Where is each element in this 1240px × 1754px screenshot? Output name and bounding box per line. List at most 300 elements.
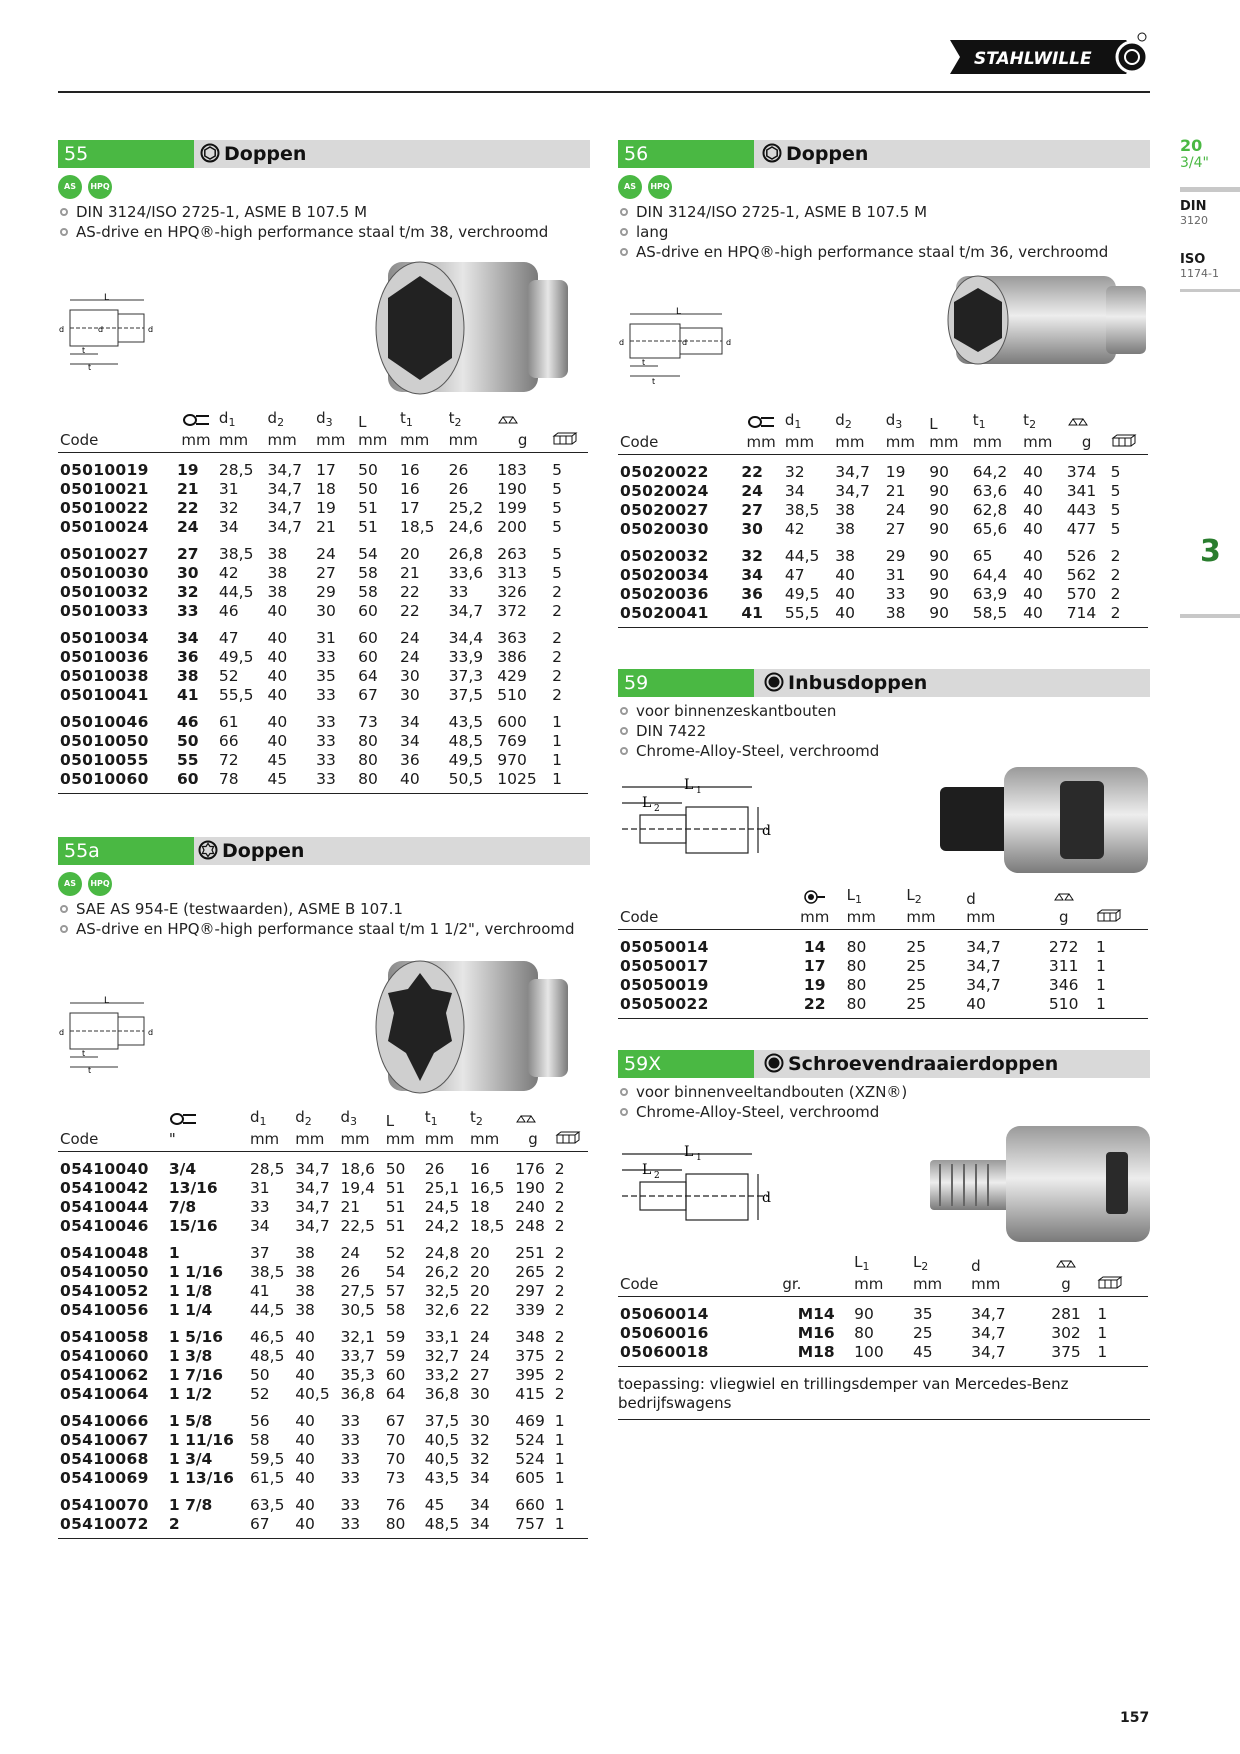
value-cell: 52 (385, 1244, 406, 1262)
unit-mm: mm (739, 433, 783, 455)
size-cell: 36 (741, 585, 763, 603)
value-cell: 30 (469, 1385, 490, 1403)
value-cell: 33 (340, 1496, 361, 1514)
value-cell: 33 (340, 1431, 361, 1449)
value-cell: 33 (316, 770, 336, 788)
value-cell: 2 (554, 1301, 565, 1319)
value-cell: 43,5 (424, 1469, 460, 1487)
value-cell: 36 (400, 751, 420, 769)
value-cell: 25 (906, 995, 927, 1013)
value-cell: 65,6 (972, 520, 1008, 538)
value-cell: 40 (1023, 547, 1043, 565)
value-cell: 30 (316, 602, 336, 620)
value-cell: 67 (385, 1412, 406, 1430)
value-cell: 26 (448, 480, 469, 498)
table-row (618, 604, 1148, 628)
product-code: 05410050 (60, 1263, 149, 1281)
section-title-text: Doppen (224, 143, 307, 165)
package-qty-icon (1097, 1275, 1123, 1289)
value-cell: 2 (554, 1385, 565, 1403)
product-code: 05010060 (60, 770, 149, 788)
table-row (58, 602, 588, 621)
unit-mm: mm (266, 431, 315, 453)
value-cell: 40 (295, 1366, 315, 1384)
value-cell: 524 (515, 1431, 545, 1449)
value-cell: 5 (552, 461, 562, 479)
unit-mm: mm (964, 908, 1033, 930)
value-cell: 5 (1110, 463, 1121, 481)
value-cell: 757 (515, 1515, 545, 1533)
table-row (618, 520, 1148, 539)
figure-row (58, 242, 590, 410)
table-row (58, 1282, 588, 1301)
value-cell: 49,5 (448, 751, 484, 769)
value-cell: 40 (295, 1347, 315, 1365)
value-cell: 38 (835, 520, 856, 538)
size-cell: 32 (741, 547, 763, 565)
table-row (58, 499, 588, 518)
value-cell: 2 (1110, 604, 1121, 622)
table-row (618, 585, 1148, 604)
table-row (58, 480, 588, 499)
value-cell: 51 (358, 518, 378, 536)
value-cell: 27 (316, 564, 336, 582)
value-cell: 18 (316, 480, 336, 498)
bit-dimension-drawing (618, 773, 778, 873)
value-cell: 2 (554, 1244, 565, 1262)
value-cell: 34 (400, 732, 420, 750)
value-cell: 26 (424, 1160, 445, 1178)
value-cell: 64,2 (972, 463, 1008, 481)
unit-mm: mm (845, 908, 905, 930)
value-cell: 443 (1066, 501, 1097, 519)
value-cell: 34,7 (966, 976, 1001, 994)
dim-label-l2: L (642, 795, 652, 811)
size-cell: 55 (176, 751, 199, 769)
value-cell: 37 (249, 1244, 270, 1262)
value-cell: 2 (554, 1347, 565, 1365)
value-cell: 2 (1110, 547, 1121, 565)
section-header (618, 140, 1150, 168)
package-qty-icon (1096, 908, 1122, 922)
value-cell: 90 (854, 1305, 874, 1323)
size-cell: M14 (797, 1305, 835, 1323)
value-cell: 16 (400, 461, 420, 479)
table-row (58, 537, 588, 564)
dim-label-d2: d (148, 325, 154, 334)
col-l2: L (906, 886, 915, 904)
value-cell: 24 (316, 545, 336, 563)
unit-mm: mm (911, 1275, 969, 1297)
unit-mm: mm (338, 1130, 383, 1152)
product-code: 05020024 (620, 482, 709, 500)
value-cell: 570 (1066, 585, 1097, 603)
value-cell: 20 (400, 545, 420, 563)
value-cell: 33,7 (340, 1347, 375, 1365)
value-cell: 35,3 (340, 1366, 375, 1384)
section-title-text: Doppen (222, 840, 305, 862)
dim-label-l: L (104, 996, 110, 1006)
section-56 (618, 140, 1150, 630)
product-code: 05410066 (60, 1412, 149, 1430)
value-cell: 36,8 (340, 1385, 375, 1403)
value-cell: 2 (552, 583, 562, 601)
table-row (58, 1488, 588, 1515)
unit-mm: mm (447, 431, 496, 453)
size-cell: 22 (803, 995, 826, 1013)
value-cell: 34,7 (295, 1179, 330, 1197)
size-cell: 36 (176, 648, 199, 666)
value-cell: 34,7 (267, 499, 303, 517)
unit-mm: mm (356, 431, 398, 453)
size-cell: 3/4 (168, 1160, 197, 1178)
value-cell: 90 (929, 501, 949, 519)
value-cell: 33 (885, 585, 906, 603)
value-cell: 19,4 (340, 1179, 375, 1197)
value-cell: 34,7 (295, 1217, 330, 1235)
value-cell: 183 (497, 461, 527, 479)
value-cell: 80 (854, 1324, 874, 1342)
value-cell: 248 (515, 1217, 545, 1235)
feature-item: DIN 3124/ISO 2725-1, ASME B 107.5 M (58, 202, 590, 222)
value-cell: 176 (515, 1160, 545, 1178)
product-code: 05410069 (60, 1469, 149, 1487)
value-cell: 40 (267, 629, 288, 647)
inhex-bit-icon (764, 672, 784, 692)
value-cell: 70 (385, 1431, 406, 1449)
size-cell: 2 (168, 1515, 180, 1533)
col-d2: d (295, 1108, 305, 1126)
value-cell: 25 (906, 976, 927, 994)
value-cell: 38 (267, 583, 288, 601)
value-cell: 70 (385, 1450, 406, 1468)
product-code: 05410072 (60, 1515, 149, 1533)
value-cell: 1 (1097, 1305, 1108, 1323)
stahlwille-logo (946, 32, 1148, 80)
size-tab (1180, 136, 1240, 171)
spec-table-59: $L_1$ $L_2$ d Code mm mm mm mm g 05050014 14 80 25 34,7 272 1 05050017 17 80 25 34,7 311 1 05050019 19 80 25 34,7 346 1 05050022 22 80 25 40 510 1 (618, 887, 1148, 1021)
size-cell: 1 11/16 (168, 1431, 234, 1449)
value-cell: 1 (552, 713, 562, 731)
col-code: Code (618, 433, 739, 455)
value-cell: 1 (1095, 957, 1106, 975)
as-drive-badge: AS (58, 175, 82, 199)
dim-label-t1: t (82, 346, 86, 355)
table-row (58, 1179, 588, 1198)
value-cell: 30 (469, 1412, 490, 1430)
product-code: 05410064 (60, 1385, 149, 1403)
value-cell: 51 (385, 1179, 406, 1197)
value-cell: 34 (784, 482, 805, 500)
table-row (58, 453, 588, 481)
value-cell: 50 (358, 461, 378, 479)
value-cell: 90 (929, 566, 949, 584)
value-cell: 40,5 (295, 1385, 330, 1403)
value-cell: 26,2 (424, 1263, 460, 1281)
value-cell: 40 (1023, 566, 1043, 584)
dim-label-d3: d (682, 338, 688, 347)
col-l: L (385, 1112, 395, 1130)
value-cell: 20 (469, 1244, 490, 1262)
size-cell: 15/16 (168, 1217, 218, 1235)
value-cell: 61 (218, 713, 239, 731)
value-cell: 41 (249, 1282, 270, 1300)
value-cell: 90 (929, 463, 949, 481)
value-cell: 19 (316, 499, 336, 517)
value-cell: 61,5 (249, 1469, 285, 1487)
value-cell: 35 (912, 1305, 933, 1323)
unit-g: g (1065, 433, 1109, 455)
product-code: 05060014 (620, 1305, 709, 1323)
value-cell: 375 (1051, 1343, 1081, 1361)
value-cell: 18 (469, 1198, 490, 1216)
size-cell: 27 (176, 545, 199, 563)
value-cell: 90 (929, 547, 949, 565)
value-cell: 58 (249, 1431, 270, 1449)
value-cell: 2 (554, 1217, 565, 1235)
product-code: 05410042 (60, 1179, 149, 1197)
value-cell: 80 (846, 957, 867, 975)
weight-scale-icon (497, 415, 519, 427)
size-cell: 1 1/8 (168, 1282, 213, 1300)
section-title (200, 140, 306, 168)
chapter-number: 3 (1200, 534, 1221, 569)
value-cell: 65 (972, 547, 993, 565)
table-row (58, 686, 588, 705)
value-cell: 44,5 (249, 1301, 285, 1319)
value-cell: 313 (497, 564, 527, 582)
value-cell: 80 (846, 995, 867, 1013)
value-cell: 40 (1023, 520, 1043, 538)
value-cell: 562 (1066, 566, 1097, 584)
product-code: 05060016 (620, 1324, 709, 1342)
section-header (58, 837, 590, 865)
value-cell: 40 (295, 1450, 315, 1468)
hex-socket-icon (200, 143, 220, 163)
spec-table-55a: $d_1$ $d_2$ $d_3$ L $t_1$ $t_2$ Code " mm mm mm mm mm mm g 05410040 3/4 28,5 34,7 18,6 50 26 16 176 2 05410042 13/16 31 34,7 19,4 51 25,1 16,5 190 2 05410044 7/8 33 34,7 21 51 24,5 18 240 2 05410046 15/16 34 34,7 22,5 51 24,2 18,5 248 2 05410048 1 37 38 24 52 24,8 20 251 2 05410050 1 1/16 38,5 38 26 54 26,2 20 265 2 05410052 1 1/8 41 38 27,5 57 32,5 20 297 2 05410056 1 1/4 44,5 38 30,5 58 32,6 22 339 2 05410058 1 5/16 46,5 40 32,1 59 33,1 24 348 2 05410060 1 3/8 48,5 40 33,7 59 32,7 24 375 2 05410062 1 7/16 50 40 35,3 60 33,2 27 395 2 05410064 1 1/2 52 40,5 36,8 64 36,8 30 415 2 05410066 1 5/8 56 40 33 67 37,5 30 469 1 05410067 1 11/16 58 40 33 70 40,5 32 524 1 05410068 1 3/4 59,5 40 33 70 40,5 32 524 1 05410069 1 13/16 61,5 40 33 73 43,5 34 605 1 05410070 1 7/8 63,5 40 33 76 45 34 660 1 05410072 2 67 40 33 80 48,5 34 757 1 (58, 1109, 588, 1541)
value-cell: 51 (385, 1198, 406, 1216)
value-cell: 22 (400, 602, 420, 620)
unit-mm: mm (969, 1275, 1036, 1297)
value-cell: 40 (267, 602, 288, 620)
section-title-text: Doppen (786, 143, 869, 165)
unit-inch: " (167, 1130, 248, 1152)
dim-label-l1: L (684, 777, 694, 793)
as-drive-badge: AS (618, 175, 642, 199)
product-code: 05010036 (60, 648, 149, 666)
value-cell: 38,5 (218, 545, 254, 563)
product-code: 05010046 (60, 713, 149, 731)
table-row (58, 1450, 588, 1469)
value-cell: 429 (497, 667, 527, 685)
size-sub: 3/4" (1180, 155, 1209, 171)
col-d: d (971, 1257, 981, 1275)
socket-photo (348, 941, 588, 1109)
value-cell: 59,5 (249, 1450, 285, 1468)
section-55a (58, 837, 590, 1541)
value-cell: 58 (358, 583, 378, 601)
product-code: 05050022 (620, 995, 709, 1013)
product-code: 05410048 (60, 1244, 149, 1262)
value-cell: 40 (1023, 604, 1043, 622)
value-cell: 2 (1110, 585, 1121, 603)
value-cell: 50 (385, 1160, 406, 1178)
col-code: Code (58, 431, 175, 453)
hpq-badge: HPQ (648, 175, 672, 199)
table-row (618, 1297, 1148, 1325)
value-cell: 5 (1110, 482, 1121, 500)
product-code: 05020030 (620, 520, 709, 538)
value-cell: 1 (1095, 976, 1106, 994)
value-cell: 251 (515, 1244, 545, 1262)
value-cell: 38,5 (784, 501, 820, 519)
value-cell: 33 (340, 1469, 361, 1487)
product-code: 05050019 (620, 976, 709, 994)
value-cell: 58 (358, 564, 378, 582)
value-cell: 47 (784, 566, 805, 584)
dim-label-l: L (104, 293, 110, 303)
size-cell: 34 (176, 629, 199, 647)
unit-mm: mm (398, 431, 447, 453)
col-d2: d (267, 409, 278, 427)
size-cell: 21 (176, 480, 199, 498)
col-t2: t (448, 409, 455, 427)
product-code: 05020036 (620, 585, 709, 603)
value-cell: 35 (316, 667, 336, 685)
size-cell: 19 (803, 976, 826, 994)
value-cell: 47 (218, 629, 239, 647)
dim-label-d2: d (726, 338, 732, 347)
value-cell: 5 (552, 564, 562, 582)
dim-label-l1-sub: 1 (696, 786, 702, 796)
value-cell: 48,5 (448, 732, 484, 750)
table-row (58, 1404, 588, 1431)
size-cell: 41 (176, 686, 199, 704)
weight-scale-icon (515, 1114, 537, 1126)
value-cell: 19 (885, 463, 906, 481)
feature-list (618, 202, 1150, 262)
table-row (58, 564, 588, 583)
feature-item: AS-drive en HPQ®-high performance staal t/m 1 1/2", verchroomd (58, 919, 590, 939)
value-cell: 1 (552, 770, 562, 788)
size-cell: 7/8 (168, 1198, 197, 1216)
as-drive-badge: AS (58, 872, 82, 896)
product-code: 05010055 (60, 751, 149, 769)
value-cell: 31 (218, 480, 239, 498)
value-cell: 265 (515, 1263, 545, 1281)
value-cell: 90 (929, 482, 949, 500)
weight-scale-icon (1053, 892, 1075, 904)
value-cell: 18,5 (469, 1217, 505, 1235)
value-cell: 25,1 (424, 1179, 460, 1197)
unit-mm: mm (785, 908, 845, 930)
value-cell: 5 (1110, 501, 1121, 519)
value-cell: 34,7 (267, 518, 303, 536)
value-cell: 57 (385, 1282, 406, 1300)
unit-mm: mm (423, 1130, 468, 1152)
hex-socket-icon (762, 143, 782, 163)
value-cell: 64 (358, 667, 378, 685)
size-cell: 1 3/8 (168, 1347, 213, 1365)
value-cell: 24,2 (424, 1217, 460, 1235)
product-code: 05020034 (620, 566, 709, 584)
value-cell: 190 (515, 1179, 545, 1197)
table-row (58, 1366, 588, 1385)
col-d1: d (249, 1108, 260, 1126)
section-number: 55a (58, 837, 194, 865)
value-cell: 33 (340, 1412, 361, 1430)
value-cell: 510 (497, 686, 527, 704)
value-cell: 34,7 (971, 1324, 1006, 1342)
table-row (58, 751, 588, 770)
table-row (618, 539, 1148, 566)
value-cell: 2 (552, 602, 562, 620)
col-code: Code (58, 1130, 167, 1152)
dim-label-l1: L (684, 1144, 694, 1160)
value-cell: 73 (358, 713, 378, 731)
section-header (618, 1050, 1150, 1078)
size-cell: 30 (176, 564, 199, 582)
value-cell: 51 (385, 1217, 406, 1235)
size-cell: 46 (176, 713, 199, 731)
table-row (58, 648, 588, 667)
value-cell: 38 (885, 604, 906, 622)
value-cell: 49,5 (218, 648, 254, 666)
value-cell: 32,1 (340, 1328, 375, 1346)
value-cell: 40 (267, 732, 288, 750)
value-cell: 34 (469, 1496, 490, 1514)
product-code: 05410060 (60, 1347, 149, 1365)
col-d2: d (835, 411, 845, 429)
table-row (58, 1263, 588, 1282)
value-cell: 27 (469, 1366, 490, 1384)
table-row (58, 1152, 588, 1180)
hpq-badge: HPQ (88, 872, 112, 896)
product-code: 05410056 (60, 1301, 149, 1319)
value-cell: 33 (249, 1198, 270, 1216)
value-cell: 24,5 (424, 1198, 460, 1216)
value-cell: 38 (835, 501, 856, 519)
product-code: 05410052 (60, 1282, 149, 1300)
socket-dimension-drawing (58, 995, 168, 1075)
product-code: 05410044 (60, 1198, 149, 1216)
unit-mm: mm (217, 431, 266, 453)
value-cell: 199 (497, 499, 527, 517)
value-cell: 30 (400, 667, 420, 685)
value-cell: 374 (1066, 463, 1097, 481)
value-cell: 2 (554, 1366, 565, 1384)
table-row (618, 455, 1148, 483)
product-code: 05010021 (60, 480, 149, 498)
product-code: 05410040 (60, 1160, 149, 1178)
product-code: 05410046 (60, 1217, 149, 1235)
section-number: 59 (618, 669, 754, 697)
dim-label-l2-sub: 2 (654, 1171, 660, 1181)
table-row (618, 995, 1148, 1019)
bit-dimension-drawing (618, 1140, 778, 1240)
unit-mm: mm (852, 1275, 911, 1297)
col-l: L (929, 415, 938, 433)
table-row (618, 930, 1148, 958)
value-cell: 40 (295, 1469, 315, 1487)
value-cell: 40 (295, 1431, 315, 1449)
value-cell: 63,5 (249, 1496, 285, 1514)
feature-item: Chrome-Alloy-Steel, verchroomd (618, 741, 1150, 761)
size-cell: 22 (176, 499, 199, 517)
col-l2: L (912, 1253, 922, 1271)
side-rule (1180, 614, 1240, 618)
value-cell: 40 (1023, 501, 1043, 519)
